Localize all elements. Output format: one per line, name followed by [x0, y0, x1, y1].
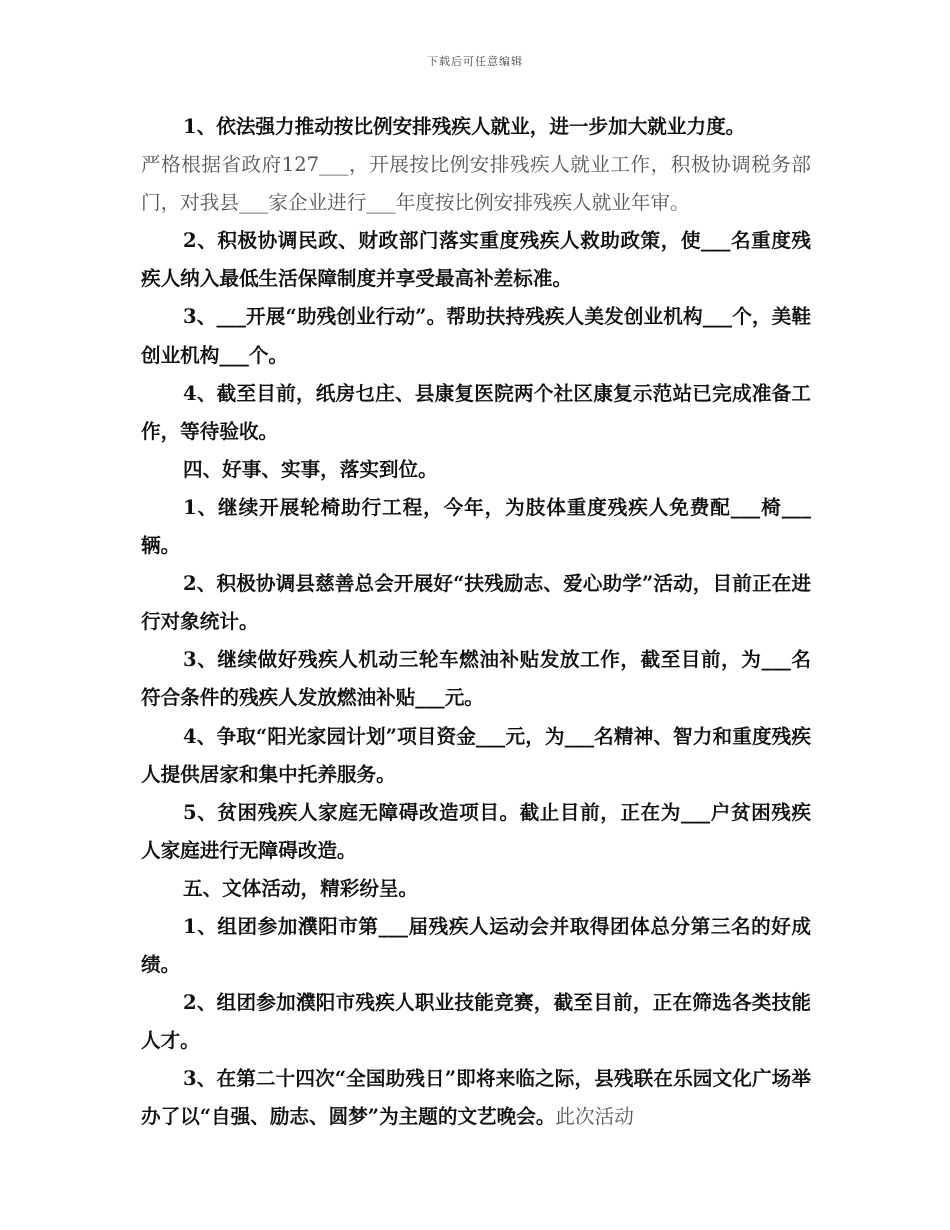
paragraph-text: 3、继续做好残疾人机动三轮车燃油补贴发放工作，截至目前，为___名符合条件的残疾人发放燃油补贴___元。 — [141, 648, 811, 710]
paragraph-text: 2、积极协调县慈善总会开展好“扶残励志、爱心助学”活动，目前正在进行对象统计。 — [141, 572, 811, 634]
paragraph-text: 四、好事、实事，落实到位。 — [183, 457, 438, 481]
paragraph-text: 2、积极协调民政、财政部门落实重度残疾人救助政策，使___名重度残疾人纳入最低生活保障制度并享受最高补差标准。 — [141, 229, 811, 291]
paragraph-text: 1、继续开展轮椅助行工程，今年，为肢体重度残疾人免费配___椅___辆。 — [141, 495, 811, 558]
paragraph-text: 2、组团参加濮阳市残疾人职业技能竞赛，截至目前，正在筛选各类技能人才。 — [141, 991, 811, 1053]
paragraph — [141, 641, 811, 717]
paragraph — [141, 146, 811, 222]
paragraph — [141, 870, 811, 908]
paragraph — [141, 1060, 811, 1136]
paragraph — [141, 451, 811, 489]
page-header: 下载后可任意编辑 — [427, 55, 523, 68]
paragraph — [141, 108, 811, 146]
paragraph-tail-text: 此次活动 — [555, 1105, 634, 1129]
paragraph — [141, 222, 811, 298]
paragraph — [141, 298, 811, 374]
paragraph — [141, 375, 811, 451]
paragraph-text: 五、文体活动，精彩纷呈。 — [183, 876, 419, 900]
document-body — [141, 108, 811, 1137]
paragraph — [141, 489, 811, 565]
paragraph-text: 3、在第二十四次“全国助残日”即将来临之际，县残联在乐园文化广场举办了以“自强、励志、圆梦”为主题的文艺晚会。 — [141, 1067, 811, 1129]
paragraph-text: 3、___开展“助残创业行动”。帮助扶持残疾人美发创业机构___个，美鞋创业机构___个。 — [141, 305, 811, 367]
paragraph-text: 4、争取“阳光家园计划”项目资金___元，为___名精神、智力和重度残疾人提供居家和集中托养服务。 — [141, 724, 811, 786]
paragraph-text: 5、贫困残疾人家庭无障碍改造项目。截止目前，正在为___户贫困残疾人家庭进行无障碍改造。 — [141, 800, 811, 862]
paragraph — [141, 984, 811, 1060]
paragraph-text: 严格根据省政府127___，开展按比例安排残疾人就业工作，积极协调税务部门，对我县___家企业进行___年度按比例安排残疾人就业年审。 — [141, 153, 811, 215]
paragraph-text: 1、依法强力推动按比例安排残疾人就业，进一步加大就业力度。 — [183, 115, 746, 138]
paragraph — [141, 794, 811, 870]
paragraph-text: 4、截至目前，纸房乜庄、县康复医院两个社区康复示范站已完成准备工作，等待验收。 — [141, 381, 811, 443]
paragraph — [141, 908, 811, 984]
paragraph — [141, 718, 811, 794]
paragraph — [141, 565, 811, 641]
paragraph-text: 1、组团参加濮阳市第___届残疾人运动会并取得团体总分第三名的好成绩。 — [141, 914, 811, 977]
